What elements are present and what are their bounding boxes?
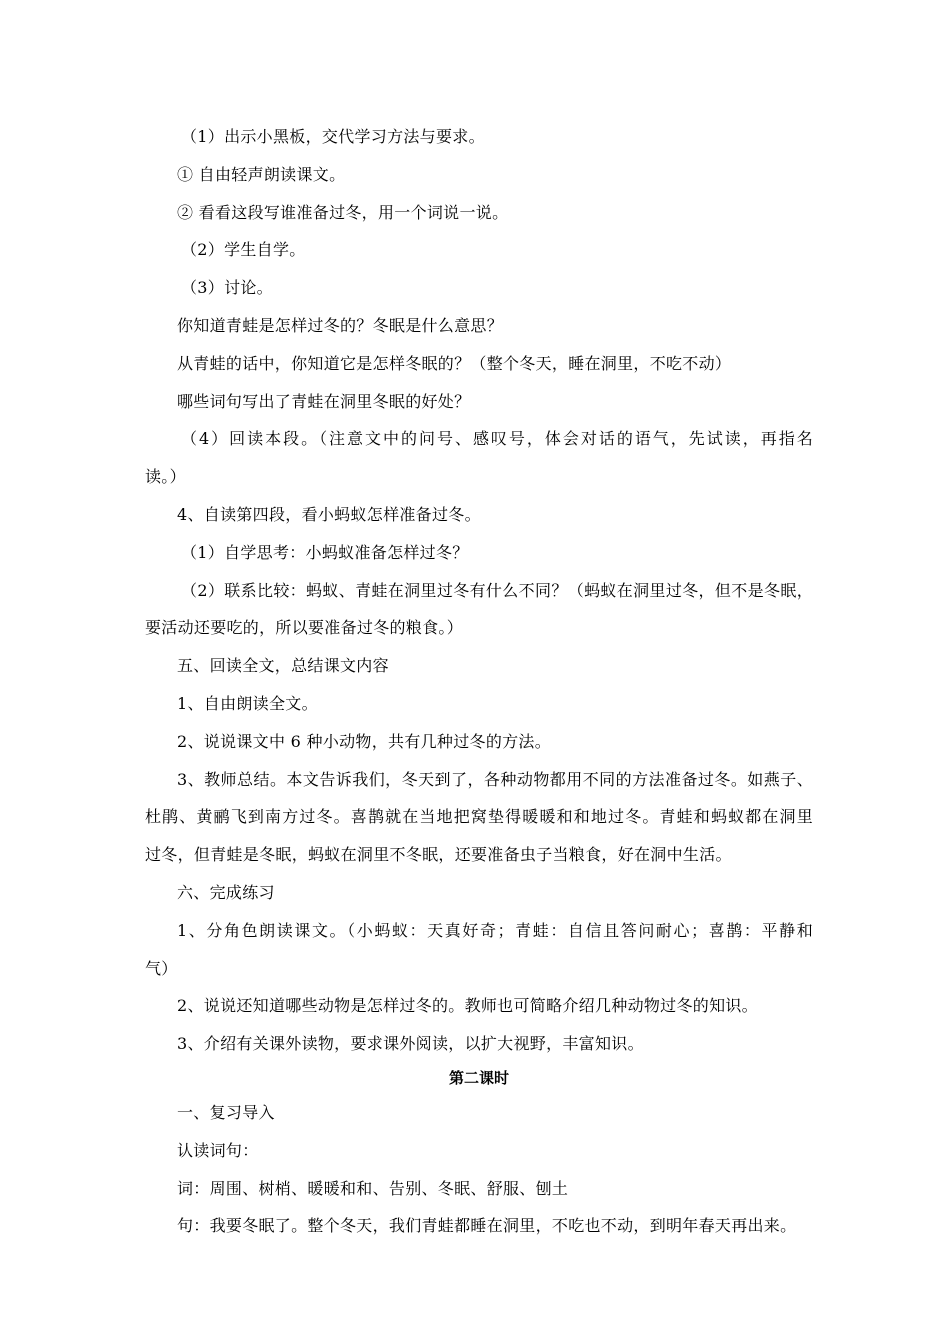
paragraph-line: 词：周围、树梢、暖暖和和、告别、冬眠、舒服、刨土 (177, 1178, 569, 1198)
paragraph-line: （2）联系比较：蚂蚁、青蛙在洞里过冬有什么不同？（蚂蚁在洞里过冬，但不是冬眠， (181, 580, 813, 600)
paragraph-line: 哪些词句写出了青蛙在洞里冬眠的好处？ (177, 391, 471, 411)
paragraph-line: 杜鹃、黄鹂飞到南方过冬。喜鹊就在当地把窝垫得暖暖和和地过冬。青蛙和蚂蚁都在洞里 (145, 807, 813, 827)
paragraph-line: 读。） (145, 467, 186, 487)
paragraph-line: （3）讨论。 (181, 278, 273, 298)
paragraph-line: ② 看看这段写谁准备过冬，用一个词说一说。 (177, 202, 509, 222)
section-heading: 五、回读全文，总结课文内容 (177, 656, 389, 676)
paragraph-line: 2、说说还知道哪些动物是怎样过冬的。教师也可简略介绍几种动物过冬的知识。 (177, 996, 758, 1016)
paragraph-line: 1、分角色朗读课文。（小蚂蚁：天真好奇；青蛙：自信且答问耐心；喜鹊：平静和 (177, 920, 813, 940)
paragraph-line: 3、介绍有关课外读物，要求课外阅读，以扩大视野，丰富知识。 (177, 1034, 644, 1054)
paragraph-line: 要活动还要吃的，所以要准备过冬的粮食。） (145, 618, 464, 638)
paragraph-line: 4、自读第四段，看小蚂蚁怎样准备过冬。 (177, 504, 481, 524)
section-heading: 一、复习导入 (177, 1102, 275, 1122)
paragraph-line: 2、说说课文中 6 种小动物，共有几种过冬的方法。 (177, 731, 552, 751)
paragraph-line: 气） (145, 958, 178, 978)
paragraph-line: 3、教师总结。本文告诉我们，冬天到了，各种动物都用不同的方法准备过冬。如燕子、 (177, 769, 813, 789)
paragraph-line: 从青蛙的话中，你知道它是怎样冬眠的？（整个冬天，睡在洞里，不吃不动） (177, 353, 732, 373)
paragraph-line: （1）出示小黑板，交代学习方法与要求。 (181, 127, 485, 146)
paragraph-line: 句：我要冬眠了。整个冬天，我们青蛙都睡在洞里，不吃也不动，到明年春天再出来。 (177, 1216, 797, 1236)
paragraph-line: 你知道青蛙是怎样过冬的？冬眠是什么意思？ (177, 315, 504, 335)
section-heading: 六、完成练习 (177, 882, 275, 902)
document-body (145, 118, 813, 1245)
paragraph-line: （4）回读本段。（注意文中的问号、感叹号，体会对话的语气，先试读，再指名 (181, 429, 813, 449)
paragraph-line: 认读词句： (177, 1140, 259, 1160)
paragraph-line: （2）学生自学。 (181, 240, 306, 260)
paragraph-line: ① 自由轻声朗读课文。 (177, 164, 346, 184)
paragraph-line: 1、自由朗读全文。 (177, 693, 318, 713)
paragraph-line: 过冬，但青蛙是冬眠，蚂蚁在洞里不冬眠，还要准备虫子当粮食，好在洞中生活。 (145, 845, 732, 865)
paragraph-line: （1）自学思考：小蚂蚁准备怎样过冬？ (181, 542, 469, 562)
section-title: 第二课时 (448, 1068, 509, 1087)
